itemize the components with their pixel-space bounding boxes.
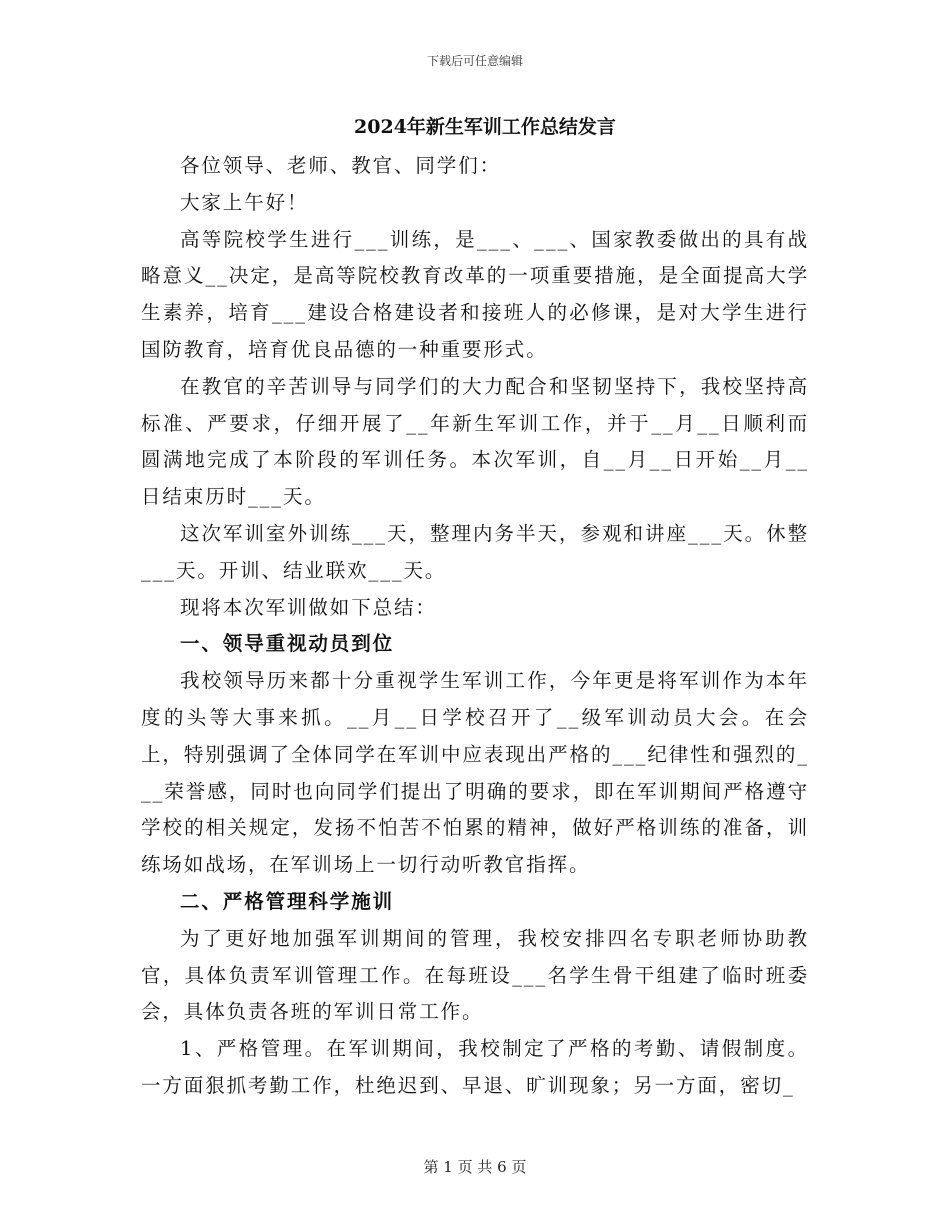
paragraph-overview: 在教官的辛苦训导与同学们的大力配合和坚韧坚持下，我校坚持高标准、严要求，仔细开展了__年新生军训工作，并于__月__日顺利而圆满地完成了本阶段的军训任务。本次军训，自__月__日开始__月__日结束历时___天。 [141,374,809,509]
page-header-note: 下载后可任意编辑 [426,54,523,68]
page-footer-number: 第 1 页 共 6 页 [423,1158,527,1176]
paragraph-intro: 高等院校学生进行___训练，是___、___、国家教委做出的具有战略意义__决定，是高等院校教育改革的一项重要措施，是全面提高大学生素养，培育___建设合格建设者和接班人的必修课，是对大学生进行国防教育，培育优良品德的一种重要形式。 [141,227,809,361]
salutation: 各位领导、老师、教官、同学们： [180,154,502,177]
document-body [141,108,809,1105]
document-title: 2024年新生军训工作总结发言 [354,116,616,138]
paragraph-section-2: 为了更好地加强军训期间的管理，我校安排四名专职老师协助教官，具体负责军训管理工作。在每班设___名学生骨干组建了临时班委会，具体负责各班的军训日常工作。 [141,926,809,1024]
greeting: 大家上午好！ [180,190,309,214]
paragraph-summary-lead: 现将本次军训做如下总结： [180,595,437,619]
paragraph-section-1: 我校领导历来都十分重视学生军训工作，今年更是将军训作为本年度的头等大事来抓。__月__日学校召开了__级军训动员大会。在会上，特别强调了全体同学在军训中应表现出严格的___纪律性和强烈的___荣誉感，同时也向同学们提出了明确的要求，即在军训期间严格遵守学校的相关规定，发扬不怕苦不怕累的精神，做好严格训练的准备，训练场如战场，在军训场上一切行动听教官指挥。 [141,669,809,877]
section-heading-2: 二、严格管理科学施训 [180,889,395,913]
paragraph-schedule: 这次军训室外训练___天，整理内务半天，参观和讲座___天。休整___天。开训、结业联欢___天。 [141,521,809,582]
paragraph-strict-management: 1、严格管理。在军训期间，我校制定了严格的考勤、请假制度。一方面狠抓考勤工作，杜绝迟到、早退、旷训现象；另一方面，密切_ [141,1037,809,1097]
section-heading-1: 一、领导重视动员到位 [180,632,395,656]
